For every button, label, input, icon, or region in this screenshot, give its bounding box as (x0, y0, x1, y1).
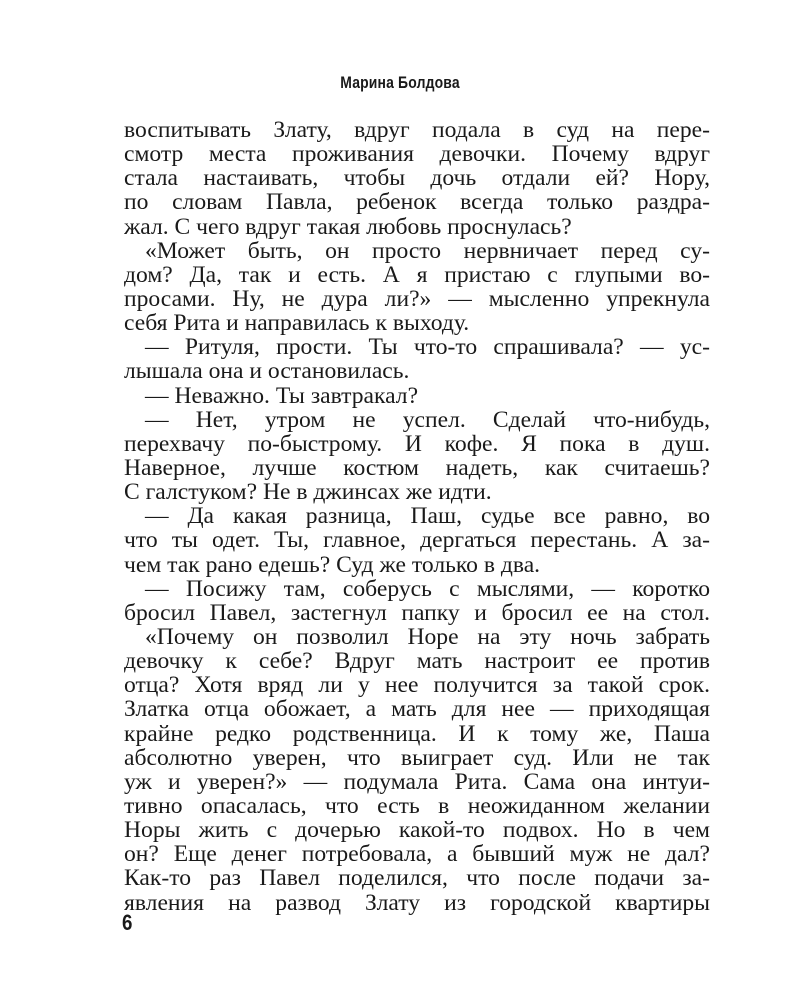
text-line: дом? Да, так и есть. А я пристаю с глупыми во- (124, 262, 710, 287)
text-line: — Ритуля, прости. Ты что-то спрашивала? — ус- (145, 335, 710, 360)
text-line: отца? Хотя вряд ли у нее получится за такой срок. (124, 673, 710, 698)
text-line: тивно опасалась, что есть в неожиданном желании (124, 793, 710, 819)
text-line: крайне редко родственница. И к тому же, Паша (124, 721, 710, 746)
text-line: жал. С чего вдруг такая любовь проснулась? (124, 214, 572, 239)
text-line: Норы жить с дочерью какой-то подвох. Но в чем (124, 818, 710, 843)
text-line: бросил Павел, застегнул папку и бросил ее на стол. (124, 600, 710, 625)
text-line: «Почему он позволил Норе на эту ночь забрать (145, 624, 710, 650)
text-line: — Да какая разница, Паш, судье все равно, во (145, 504, 710, 529)
text-line: С галстуком? Не в джинсах же идти. (124, 480, 492, 505)
text-line: явления на развод Злату из городской квартиры (124, 890, 710, 915)
text-line: что ты одет. Ты, главное, дергаться перестань. А за- (124, 528, 710, 553)
text-line: «Может быть, он просто нервничает перед су- (145, 238, 710, 263)
text-line: лышала она и остановилась. (124, 359, 410, 384)
text-line: просами. Ну, не дура ли?» — мысленно упрекнула (124, 286, 710, 312)
text-line: уж и уверен?» — подумала Рита. Сама она интуи- (124, 769, 710, 794)
text-line: перехвачу по-быстрому. И кофе. Я пока в душ. (124, 431, 710, 456)
text-line: воспитывать Злату, вдруг подала в суд на пере- (124, 118, 710, 143)
text-line: по словам Павла, ребенок всегда только раздра- (124, 190, 710, 215)
text-line: девочку к себе? Вдруг мать настроит ее против (124, 649, 710, 674)
text-line: — Неважно. Ты завтракал? (145, 383, 419, 408)
text-line: смотр места проживания девочки. Почему вдруг (124, 142, 710, 167)
text-line: Как-то раз Павел поделился, что после подачи за- (124, 866, 710, 891)
text-line: Златка отца обожает, а мать для нее — приходящая (124, 697, 710, 722)
text-line: — Посижу там, соберусь с мыслями, — коротко (145, 576, 710, 601)
page-number: 6 (122, 910, 133, 935)
text-line: абсолютно уверен, что выиграет суд. Или не так (124, 745, 710, 770)
body-text (124, 118, 710, 915)
text-line: себя Рита и направилась к выходу. (124, 311, 470, 336)
text-line: стала настаивать, чтобы дочь отдали ей? Нору, (124, 166, 710, 191)
text-line: чем так рано едешь? Суд же только в два. (124, 552, 541, 577)
text-line: он? Еще денег потребовала, а бывший муж не дал? (124, 842, 710, 867)
text-line: — Нет, утром не успел. Сделай что-нибудь, (145, 407, 710, 432)
text-line: Наверное, лучше костюм надеть, как считаешь? (124, 455, 710, 481)
running-title: Марина Болдова (340, 73, 460, 92)
